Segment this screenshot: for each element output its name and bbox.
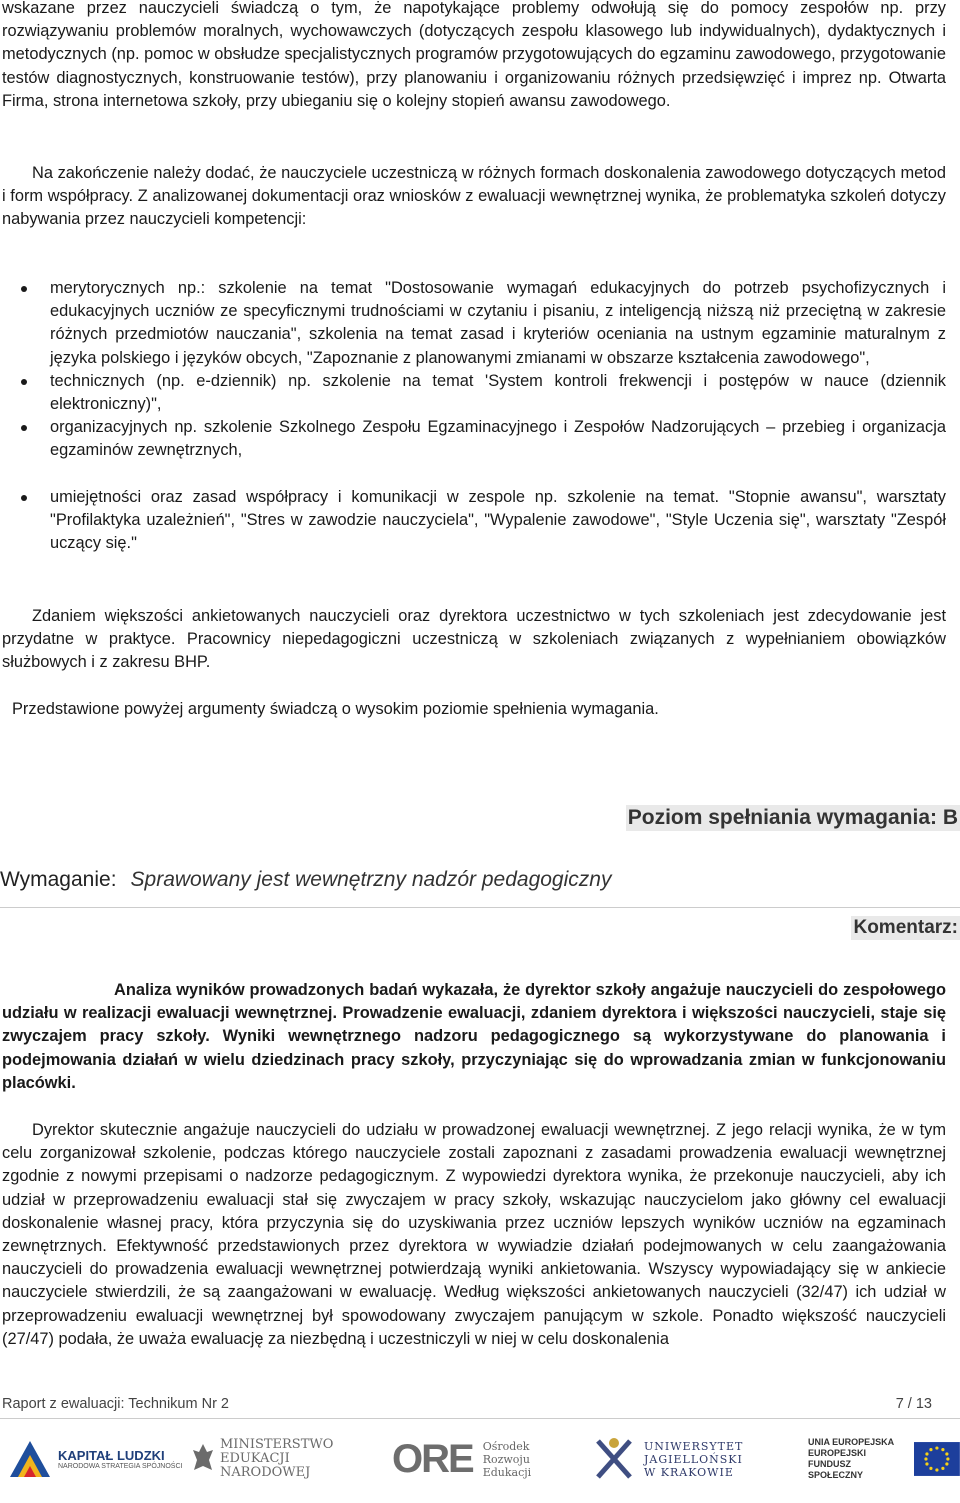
uj-line-1: UNIWERSYTET [644,1439,744,1453]
men-line-3: NARODOWEJ [220,1465,311,1480]
men-line-1: MINISTERSTWO [220,1437,334,1452]
paragraph-text: Zdaniem większości ankietowanych nauczycieli oraz dyrektora uczestnictwo w tych szkoleniach jest zdecydowanie jest przydatne w praktyce. Pracownicy niepedagogiczni uczestniczą w szkoleniach związanych z wypełnianiem obowiązków służbowych i z zakresu BHP. [2,607,946,672]
paragraph-summary [12,698,946,721]
paragraph-conclusion [2,162,946,232]
paragraph-opinion [2,605,946,675]
list-item-text: merytorycznych np.: szkolenie na temat "Dostosowanie wymagań edukacyjnych do potrzeb psychofizycznych i edukacyjnych uczniów ze specyficznymi trudnościami w czytaniu i pisaniu, z inteligencją niższą niż przeciętną w zakresie różnych przedmiotów nauczania", szkolenia na temat zasad i kryteriów oceniania na ustnym egzaminie maturalnym z języka polskiego i języków obcych, "Zapoznanie z planowanymi zmianami w obszarze kształcenia zawodowego", [50,279,946,367]
ore-line-1: Ośrodek [482,1439,530,1453]
list-item [2,277,946,370]
bullet-icon [21,425,27,431]
uj-line-2: JAGIELLOŃSKI [644,1452,743,1466]
eagle-icon [192,1442,214,1476]
kl-subtitle: NARODOWA STRATEGIA SPÓJNOŚCI [58,1463,183,1470]
ue-line-1: UNIA EUROPEJSKA [808,1437,895,1447]
paragraph-final [2,1119,946,1351]
kapital-ludzki-icon [8,1437,52,1481]
footer-divider [0,1418,960,1419]
paragraph-top [2,0,946,113]
sponsor-logos [0,1428,960,1498]
list-item-text: umiejętności oraz zasad współpracy i komunikacji w zespole np. szkolenie na temat. "Stopnie awansu", warsztaty "Profilaktyka uzależnień", "Stres w zawodzie nauczyciela", "Wypalenie zawodowe", "Style Uczenia się", warsztaty "Zespół uczący się." [50,487,946,553]
men-logo [192,1428,333,1490]
men-line-2: EDUKACJI [220,1451,290,1466]
bullet-icon [21,495,27,501]
comment-label: Komentarz: [853,917,958,938]
requirement-level-label: Poziom spełniania wymagania: B [627,806,958,829]
page-number: 7 / 13 [895,1396,932,1412]
paragraph-text: Na zakończenie należy dodać, że nauczyciele uczestniczą w różnych formach doskonalenia zawodowego dotyczących metod i form współpracy. Z analizowanej dokumentacji oraz wniosków z ewaluacji wewnętrznej wynika, że problematyka szkoleń dotyczy nabywania przez nauczycieli kompetencji: [2,164,946,229]
list-item [2,416,946,462]
uj-crest-icon [592,1435,636,1483]
ore-mark: ORE [392,1436,473,1481]
report-title: Raport z ewaluacji: Technikum Nr 2 [2,1396,229,1412]
uj-line-3: W KRAKOWIE [644,1465,734,1479]
page-footer [2,1396,932,1412]
paragraph-text: wskazane przez nauczycieli świadczą o tym, że napotykające problemy odwołują się do pomocy zespołów np. przy rozwiązywaniu problemów moralnych, wychowawczych (dotyczących zespołu klasowego lub indywidualnych), dydaktycznych i metodycznych (np. pomoc w obsłudze specjalistycznych programów przygotowujących do egzaminu zawodowego, przygotowanie testów diagnostycznych, konstruowanie testów), przy planowaniu i organizowaniu różnych przedsięwzięć i imprez np. Otwarta Firma, strona internetowa szkoły, przy ubieganiu się o kolejny stopień awansu zawodowego. [2,0,946,110]
bullet-icon [21,286,27,292]
paragraph-text: Dyrektor skutecznie angażuje nauczycieli do udziału w prowadzonej ewaluacji wewnętrznej. Z jego relacji wynika, że w tym celu zorganizował szkolenie, podczas którego nauczyciele zostali zapoznani z zasadami prowadzenia ewaluacji wewnętrznej zgodnie z nowymi przepisami o nadzorze pedagogicznym. Z wypowiedzi dyrektora wynika, że przekonuje nauczycieli, aby ich udział w przeprowadzeniu ewaluacji stał się zwyczajem w pracy szkoły, wskazując nauczycielom jako główny cel ewaluacji doskonalenie własnej pracy, która przyczynia się do uzyskiwania przez uczniów lepszych wyników uczniów na egzaminach zewnętrznych. Efektywność przedstawionych przez dyrektora w wywiadzie działań podejmowanych w celu zaangażowania nauczycieli do prowadzenia ewaluacji wewnętrznej potwierdzają wyniki ankietowania. Wszyscy wypowiadający się w ankiecie nauczyciele stwierdzili, że są zaangażowani w ewaluację. Według większości ankietowanych nauczycieli (32/47) ich udział w przeprowadzeniu ewaluacji wewnętrznej był spowodowany zwyczajem panującym w szkole. Ponadto większość nauczycieli (27/47) podała, że uważa ewaluację za niezbędną i uczestniczyli w niej w celu doskonalenia [2,1121,946,1348]
ore-line-3: Edukacji [482,1465,532,1479]
kl-title: KAPITAŁ LUDZKI [58,1448,165,1463]
ore-line-2: Rozwoju [482,1452,530,1466]
bold-summary [2,979,946,1095]
list-item-text: technicznych (np. e-dziennik) np. szkolenie na temat 'System kontroli frekwencji i postępów w nauce (dziennik elektroniczny)", [50,371,946,414]
eu-logo [808,1428,960,1490]
paragraph-text: Przedstawione powyżej argumenty świadczą o wysokim poziomie spełnienia wymagania. [12,700,659,718]
bullet-icon [21,379,27,385]
requirement-label: Wymaganie: [0,868,117,891]
ore-logo [392,1428,531,1490]
requirement-value: Sprawowany jest wewnętrzny nadzór pedagogiczny [130,868,612,891]
list-item [2,370,946,416]
competency-list [2,277,946,555]
list-item [2,486,946,556]
uj-logo [592,1428,743,1490]
requirement-heading [0,868,960,908]
list-item-text: organizacyjnych np. szkolenie Szkolnego Zespołu Egzaminacyjnego i Zespołów Nadzorujących – przebieg i organizacja egzaminów zewnętrznych, [50,418,946,460]
kapital-ludzki-logo [8,1428,182,1490]
eu-flag-icon [914,1442,960,1476]
paragraph-text: Analiza wyników prowadzonych badań wykazała, że dyrektor szkoły angażuje nauczycieli do zespołowego udziału w realizacji ewaluacji wewnętrznej. Prowadzenie ewaluacji, zdaniem dyrektora i większości nauczycieli, staje się zwyczajem pracy szkoły. Wyniki wewnętrznego nadzoru pedagogicznego są wykorzystywane do planowania i podejmowania działań w wielu dziedzinach pracy szkoły, przyczyniając się do wprowadzania zmian w funkcjonowaniu placówki. [2,981,946,1092]
ue-line-2: EUROPEJSKI [808,1448,867,1458]
ue-line-3: FUNDUSZ SPOŁECZNY [808,1459,864,1480]
